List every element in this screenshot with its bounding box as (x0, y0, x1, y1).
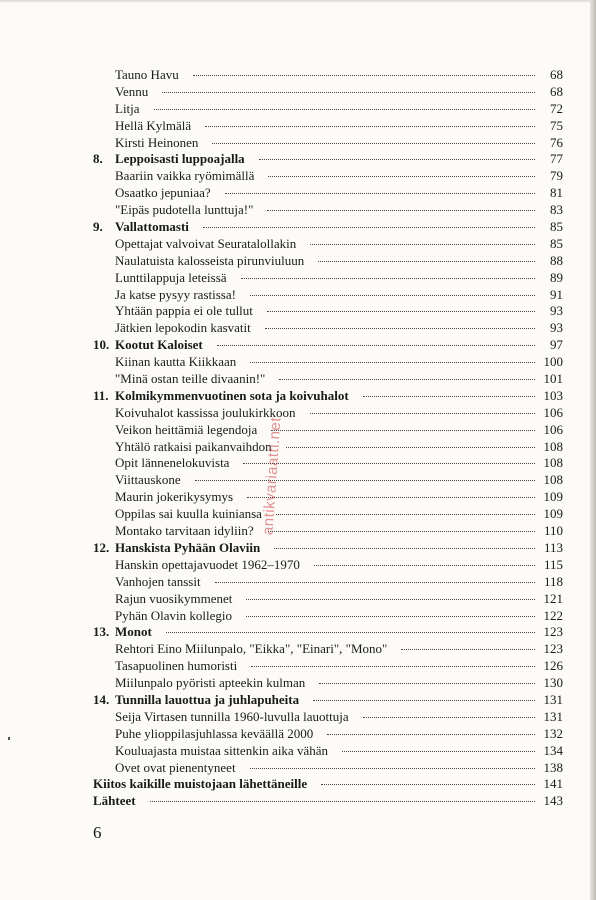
entry-title: Kiitos kaikille muistojaan lähettäneille (93, 776, 308, 792)
entry-title: Tauno Havu (115, 67, 179, 82)
dot-leader (259, 159, 535, 160)
entry-page-number: 79 (550, 168, 563, 184)
toc-chapter-entry (93, 337, 563, 354)
entry-page-number: 81 (550, 185, 563, 201)
entry-page-number: 85 (550, 219, 563, 235)
entry-title: Litja (115, 100, 140, 116)
dot-leader (243, 463, 535, 464)
entry-page-number: 118 (543, 573, 563, 589)
entry-page-number: 131 (543, 691, 563, 707)
entry-title: Oppilas sai kuulla kuiniansa (115, 506, 262, 522)
page-top-edge (0, 0, 596, 3)
dot-leader (267, 311, 535, 312)
toc-entry (93, 287, 563, 304)
entry-title: Hanskista Pyhään Olaviin (115, 539, 261, 555)
entry-title: Veikon heittämiä legendoja (115, 421, 258, 437)
dot-leader (314, 565, 535, 566)
entry-title: Vanhojen tanssit (115, 573, 201, 589)
toc-chapter-entry (93, 219, 563, 236)
toc-entry (93, 557, 563, 574)
toc-entry (93, 202, 563, 219)
dot-leader (212, 143, 535, 144)
entry-title: Kiinan kautta Kiikkaan (115, 354, 237, 370)
toc-chapter-entry (93, 388, 563, 405)
entry-page-number: 72 (550, 100, 563, 116)
dot-leader (203, 227, 535, 228)
dot-leader (250, 768, 535, 769)
dot-leader (363, 717, 535, 718)
entry-page-number: 93 (550, 320, 563, 336)
dot-leader (247, 497, 535, 498)
toc-entry (93, 726, 563, 743)
entry-title: Ovet ovat pienentyneet (115, 759, 236, 775)
dot-leader (321, 784, 535, 785)
entry-title: Rajun vuosikymmenet (115, 590, 233, 606)
dot-leader (154, 109, 535, 110)
entry-page-number: 101 (543, 371, 563, 387)
entry-title: Jätkien lepokodin kasvatit (115, 320, 251, 336)
entry-page-number: 110 (543, 523, 563, 539)
entry-number: 13. (93, 624, 110, 640)
entry-page-number: 68 (550, 83, 563, 99)
dot-leader (250, 362, 535, 363)
dot-leader (310, 244, 535, 245)
entry-title: Opit lännenelokuvista (115, 455, 230, 471)
entry-page-number: 113 (543, 539, 563, 555)
toc-entry (93, 371, 563, 388)
entry-title: Baariin vaikka ryömimällä (115, 168, 255, 184)
entry-title: Ja katse pysyy rastissa! (115, 286, 236, 302)
dot-leader (279, 379, 535, 380)
entry-title: Kouluajasta muistaa sittenkin aika vähän (115, 742, 328, 758)
table-of-contents (93, 67, 563, 810)
dot-leader (267, 210, 535, 211)
entry-title: Opettajat valvoivat Seuratalollakin (115, 235, 297, 251)
toc-entry (93, 608, 563, 625)
dot-leader (286, 447, 535, 448)
entry-page-number: 68 (550, 67, 563, 82)
toc-entry (93, 101, 563, 118)
entry-page-number: 97 (550, 337, 563, 353)
toc-section-entry (93, 793, 563, 810)
entry-page-number: 109 (543, 506, 563, 522)
entry-title: Yhtälö ratkaisi paikanvaihdon (115, 438, 272, 454)
entry-number: 12. (93, 539, 110, 555)
entry-title: Montako tarvitaan idyliin? (115, 523, 254, 539)
page-right-edge (590, 0, 596, 900)
toc-entry (93, 743, 563, 760)
entry-title: Koivuhalot kassissa joulukirkkoon (115, 404, 296, 420)
entry-page-number: 108 (543, 438, 563, 454)
dot-leader (250, 295, 535, 296)
toc-chapter-entry (93, 151, 563, 168)
dot-leader (217, 345, 535, 346)
dot-leader (225, 193, 535, 194)
dot-leader (318, 261, 535, 262)
entry-number: 11. (93, 387, 109, 403)
toc-entry (93, 270, 563, 287)
entry-page-number: 103 (543, 387, 563, 403)
dot-leader (363, 396, 535, 397)
entry-title: Vallattomasti (115, 219, 189, 235)
entry-title: Kolmikymmenvuotinen sota ja koivuhalot (115, 387, 349, 403)
entry-page-number: 138 (543, 759, 563, 775)
entry-title: Osaatko jepuniaa? (115, 185, 211, 201)
toc-entry (93, 303, 563, 320)
entry-page-number: 143 (543, 793, 563, 809)
entry-title: Viittauskone (115, 472, 181, 488)
dot-leader (313, 700, 535, 701)
dot-leader (150, 801, 535, 802)
toc-entry (93, 118, 563, 135)
entry-page-number: 132 (543, 725, 563, 741)
dot-leader (162, 92, 535, 93)
entry-page-number: 83 (550, 202, 563, 218)
toc-entry (93, 422, 563, 439)
dot-leader (195, 480, 535, 481)
toc-entry (93, 168, 563, 185)
toc-entry (93, 641, 563, 658)
dot-leader (251, 666, 535, 667)
entry-title: Puhe ylioppilasjuhlassa keväällä 2000 (115, 725, 314, 741)
toc-entry (93, 84, 563, 101)
toc-entry (93, 523, 563, 540)
entry-page-number: 123 (543, 624, 563, 640)
entry-title: Rehtori Eino Miilunpalo, "Eikka", "Einari", "Mono" (115, 641, 388, 657)
toc-entry (93, 405, 563, 422)
entry-number: 9. (93, 219, 103, 235)
toc-entry (93, 574, 563, 591)
entry-title: Leppoisasti luppoajalla (115, 151, 245, 167)
entry-page-number: 89 (550, 269, 563, 285)
dot-leader (241, 278, 535, 279)
toc-entry (93, 135, 563, 152)
entry-title: Kirsti Heinonen (115, 134, 199, 150)
entry-title: Seija Virtasen tunnilla 1960-luvulla lauottuja (115, 708, 349, 724)
dot-leader (274, 548, 535, 549)
entry-title: Miilunpalo pyöristi apteekin kulman (115, 675, 306, 691)
entry-page-number: 100 (543, 354, 563, 370)
entry-page-number: 130 (543, 675, 563, 691)
dot-leader (342, 751, 535, 752)
toc-entry (93, 760, 563, 777)
entry-page-number: 131 (543, 708, 563, 724)
entry-title: Tunnilla lauottua ja juhlapuheita (115, 691, 300, 707)
entry-title: Pyhän Olavin kollegio (115, 607, 232, 623)
dot-leader (205, 126, 535, 127)
entry-title: Monot (115, 624, 152, 640)
margin-speck (8, 737, 10, 740)
entry-page-number: 85 (550, 235, 563, 251)
entry-page-number: 108 (543, 472, 563, 488)
toc-section-entry (93, 776, 563, 793)
page-number: 6 (93, 823, 102, 842)
toc-entry (93, 658, 563, 675)
toc-chapter-entry (93, 540, 563, 557)
entry-page-number: 93 (550, 303, 563, 319)
dot-leader (276, 514, 535, 515)
dot-leader (268, 176, 535, 177)
toc-entry (93, 253, 563, 270)
toc-entry (93, 489, 563, 506)
entry-number: 8. (93, 151, 103, 167)
dot-leader (166, 632, 535, 633)
entry-page-number: 122 (543, 607, 563, 623)
toc-entry (93, 354, 563, 371)
entry-title: Lunttilappuja leteissä (115, 269, 227, 285)
entry-page-number: 88 (550, 252, 563, 268)
entry-title: "Eipäs pudotella lunttuja!" (115, 202, 254, 218)
entry-title: "Minä ostan teille divaanin!" (115, 371, 266, 387)
dot-leader (215, 582, 535, 583)
dot-leader (265, 328, 535, 329)
dot-leader (268, 531, 535, 532)
entry-page-number: 76 (550, 134, 563, 150)
toc-entry (93, 320, 563, 337)
entry-title: Hanskin opettajavuodet 1962–1970 (115, 556, 300, 572)
entry-number: 14. (93, 691, 110, 707)
toc-chapter-entry (93, 692, 563, 709)
toc-entry (93, 439, 563, 456)
entry-title: Naulatuista kalosseista pirunviuluun (115, 252, 305, 268)
entry-page-number: 134 (543, 742, 563, 758)
entry-page-number: 121 (543, 590, 563, 606)
entry-number: 10. (93, 337, 110, 353)
entry-title: Yhtään pappia ei ole tullut (115, 303, 253, 319)
toc-entry (93, 709, 563, 726)
entry-page-number: 126 (543, 658, 563, 674)
toc-entry (93, 455, 563, 472)
dot-leader (319, 683, 535, 684)
entry-title: Maurin jokerikysymys (115, 489, 234, 505)
entry-title: Hellä Kylmälä (115, 117, 192, 133)
toc-entry (93, 236, 563, 253)
toc-entry (93, 67, 563, 84)
toc-chapter-entry (93, 624, 563, 641)
entry-title: Tasapuolinen humoristi (115, 658, 238, 674)
entry-title: Lähteet (93, 793, 136, 809)
entry-page-number: 91 (550, 286, 563, 302)
watermark: antikvariaatti.net (259, 416, 285, 536)
toc-entry (93, 591, 563, 608)
toc-entry (93, 506, 563, 523)
entry-page-number: 106 (543, 404, 563, 420)
entry-page-number: 123 (543, 641, 563, 657)
dot-leader (193, 75, 535, 76)
toc-entry (93, 675, 563, 692)
entry-title: Vennu (115, 83, 149, 99)
dot-leader (310, 413, 535, 414)
entry-title: Kootut Kaloiset (115, 337, 203, 353)
entry-page-number: 141 (543, 776, 563, 792)
toc-entry (93, 185, 563, 202)
dot-leader (246, 616, 535, 617)
entry-page-number: 109 (543, 489, 563, 505)
dot-leader (246, 599, 535, 600)
dot-leader (401, 649, 535, 650)
entry-page-number: 115 (543, 556, 563, 572)
entry-page-number: 108 (543, 455, 563, 471)
dot-leader (327, 734, 535, 735)
entry-page-number: 77 (550, 151, 563, 167)
entry-page-number: 75 (550, 117, 563, 133)
toc-entry (93, 472, 563, 489)
dot-leader (271, 430, 535, 431)
entry-page-number: 106 (543, 421, 563, 437)
